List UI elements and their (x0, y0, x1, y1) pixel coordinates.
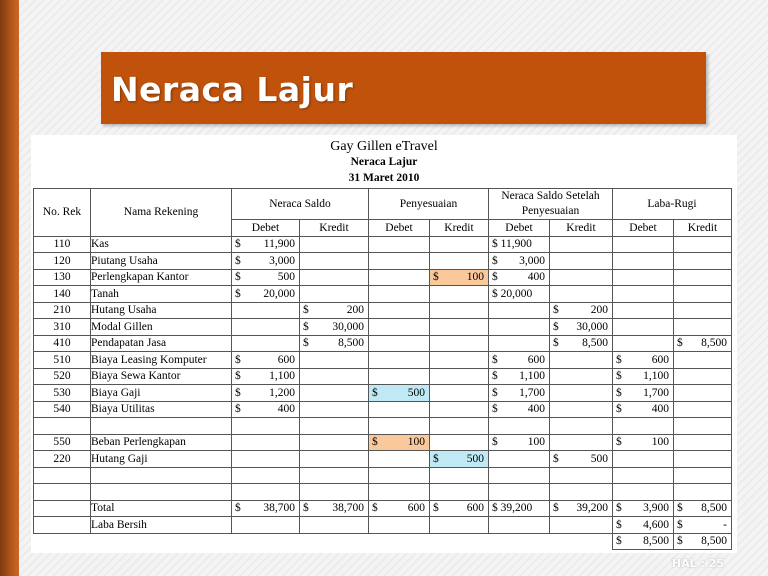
account-name: Tanah (91, 286, 232, 303)
ns-debet-cell (232, 335, 300, 352)
nss-kredit-cell (550, 434, 613, 451)
ns-kredit-cell (300, 451, 369, 468)
lr-kredit-final (674, 533, 732, 550)
table-row (34, 302, 732, 319)
adj-debet-cell-highlighted (369, 434, 430, 451)
amount: 600 (466, 502, 484, 515)
adj-kredit-cell (430, 302, 489, 319)
header-debet: Debet (489, 220, 550, 237)
account-number: 550 (34, 434, 91, 451)
amount: 3,900 (643, 502, 669, 515)
table-row (34, 319, 732, 336)
nss-debet-cell (489, 335, 550, 352)
currency-symbol: $ (235, 287, 241, 300)
amount: 600 (407, 502, 425, 515)
nss-debet-cell (489, 368, 550, 385)
header-nama-rekening: Nama Rekening (91, 189, 232, 237)
lr-debet-cell (613, 368, 674, 385)
currency-symbol: $ (677, 518, 683, 531)
adj-kredit-cell (430, 335, 489, 352)
adj-debet-cell (369, 302, 430, 319)
account-name: Hutang Usaha (91, 302, 232, 319)
currency-symbol: $ (492, 436, 498, 449)
amount: 38,700 (332, 502, 364, 515)
ns-debet-cell (232, 253, 300, 270)
ns-debet-cell (232, 286, 300, 303)
account-number: 540 (34, 401, 91, 418)
currency-symbol: $ (616, 502, 622, 515)
amount: 400 (527, 271, 545, 284)
adj-debet-cell (369, 352, 430, 369)
currency-symbol: $ (616, 535, 622, 548)
net-income-row (34, 517, 732, 534)
amount: 500 (466, 452, 484, 465)
currency-symbol: $ (553, 452, 559, 465)
amount: 100 (651, 436, 669, 449)
currency-symbol: $ (616, 403, 622, 416)
ns-debet-cell (232, 352, 300, 369)
amount: 39,200 (576, 502, 608, 515)
currency-symbol: $ (235, 370, 241, 383)
lr-debet-net-income (613, 517, 674, 534)
lr-debet-cell (613, 335, 674, 352)
adj-kredit-cell (430, 385, 489, 402)
slide-title: Neraca Lajur (111, 70, 354, 109)
adj-kredit-cell (430, 434, 489, 451)
header-row-main (34, 189, 732, 220)
lr-debet-cell (613, 286, 674, 303)
account-name: Kas (91, 236, 232, 253)
ns-kredit-cell (300, 236, 369, 253)
nss-kredit-cell (550, 253, 613, 270)
nss-kredit-cell (550, 269, 613, 286)
final-balance-row (34, 533, 732, 550)
nss-debet-cell (489, 434, 550, 451)
account-name: Pendapatan Jasa (91, 335, 232, 352)
worksheet-table (33, 188, 732, 550)
lr-kredit-cell (674, 302, 732, 319)
ns-kredit-cell (300, 401, 369, 418)
amount: 8,500 (701, 337, 727, 350)
nss-kredit-cell (550, 385, 613, 402)
ns-kredit-cell (300, 434, 369, 451)
nss-kredit-cell (550, 352, 613, 369)
lr-kredit-cell (674, 335, 732, 352)
amount: 500 (590, 452, 608, 465)
table-row-empty (34, 418, 732, 435)
nss-kredit-cell (550, 286, 613, 303)
amount: 8,500 (701, 502, 727, 515)
ns-debet-cell (232, 368, 300, 385)
ns-kredit-total (300, 500, 369, 517)
header-no-rek: No. Rek (34, 189, 91, 237)
amount: 1,200 (269, 386, 295, 399)
lr-kredit-cell (674, 368, 732, 385)
header-neraca-saldo-setelah: Neraca Saldo Setelah Penyesuaian (489, 189, 613, 220)
table-row (34, 401, 732, 418)
currency-symbol: $ (433, 452, 439, 465)
amount: 8,500 (338, 337, 364, 350)
lr-debet-cell (613, 401, 674, 418)
currency-symbol: $ (677, 502, 683, 515)
currency-symbol: $ (235, 386, 241, 399)
header-kredit: Kredit (550, 220, 613, 237)
total-label: Total (91, 500, 232, 517)
header-penyesuaian: Penyesuaian (369, 189, 489, 220)
amount: 3,000 (269, 254, 295, 267)
amount: 500 (277, 271, 295, 284)
net-income-label: Laba Bersih (91, 517, 232, 534)
ns-debet-cell (232, 236, 300, 253)
currency-symbol: $ (433, 502, 439, 515)
amount: 400 (651, 403, 669, 416)
amount: 200 (346, 304, 364, 317)
nss-debet-cell (489, 302, 550, 319)
amount: 400 (277, 403, 295, 416)
amount: 30,000 (576, 320, 608, 333)
adj-debet-cell-highlighted (369, 385, 430, 402)
adj-kredit-cell (430, 368, 489, 385)
table-row (34, 236, 732, 253)
ns-kredit-cell (300, 335, 369, 352)
lr-debet-cell (613, 352, 674, 369)
currency-symbol: $ (553, 320, 559, 333)
amount: - (723, 518, 727, 531)
ns-kredit-cell (300, 286, 369, 303)
adj-debet-total (369, 500, 430, 517)
left-accent-bar (0, 0, 19, 576)
currency-symbol: $ (372, 502, 378, 515)
header-laba-rugi: Laba-Rugi (613, 189, 732, 220)
lr-kredit-cell (674, 236, 732, 253)
currency-symbol: $ (372, 436, 378, 449)
account-number: 510 (34, 352, 91, 369)
account-name: Modal Gillen (91, 319, 232, 336)
lr-debet-cell (613, 269, 674, 286)
account-name: Piutang Usaha (91, 253, 232, 270)
lr-debet-cell (613, 236, 674, 253)
adj-kredit-cell (430, 352, 489, 369)
header-kredit: Kredit (674, 220, 732, 237)
currency-symbol: $ (303, 502, 309, 515)
worksheet-body (34, 236, 732, 550)
account-number: 410 (34, 335, 91, 352)
title-banner (101, 52, 706, 124)
adj-debet-cell (369, 401, 430, 418)
header-kredit: Kredit (430, 220, 489, 237)
currency-symbol: $ (235, 238, 241, 251)
nss-debet-cell (489, 253, 550, 270)
currency-symbol: $ (677, 337, 683, 350)
lr-debet-total (613, 500, 674, 517)
table-row (34, 434, 732, 451)
lr-kredit-net-income (674, 517, 732, 534)
lr-kredit-cell (674, 352, 732, 369)
currency-symbol: $ (492, 386, 498, 399)
account-number: 130 (34, 269, 91, 286)
currency-symbol: $ (553, 502, 559, 515)
amount: 8,500 (701, 535, 727, 548)
table-row (34, 352, 732, 369)
adj-kredit-cell (430, 236, 489, 253)
currency-symbol: $ (433, 271, 439, 284)
currency-symbol: $ (492, 370, 498, 383)
nss-debet-total (489, 500, 550, 517)
lr-debet-cell (613, 451, 674, 468)
nss-debet-cell (489, 286, 550, 303)
amount: 4,600 (643, 518, 669, 531)
lr-kredit-cell (674, 269, 732, 286)
nss-debet-cell (489, 385, 550, 402)
amount: 8,500 (582, 337, 608, 350)
nss-debet-cell (489, 352, 550, 369)
lr-kredit-cell (674, 401, 732, 418)
table-row-empty (34, 467, 732, 484)
ns-debet-cell (232, 319, 300, 336)
table-row (34, 253, 732, 270)
lr-debet-final (613, 533, 674, 550)
adj-debet-cell (369, 236, 430, 253)
nss-kredit-total (550, 500, 613, 517)
currency-symbol: $ (235, 403, 241, 416)
currency-symbol: $ (303, 337, 309, 350)
table-row (34, 286, 732, 303)
adj-debet-cell (369, 286, 430, 303)
account-number: 530 (34, 385, 91, 402)
table-row (34, 385, 732, 402)
table-row-empty (34, 484, 732, 501)
ns-kredit-cell (300, 302, 369, 319)
adj-debet-cell (369, 253, 430, 270)
document-date: 31 Maret 2010 (348, 172, 420, 184)
worksheet-image (31, 135, 737, 553)
amount: 100 (527, 436, 545, 449)
adj-kredit-cell (430, 286, 489, 303)
currency-symbol: $ (372, 386, 378, 399)
ns-debet-total (232, 500, 300, 517)
header-debet: Debet (369, 220, 430, 237)
currency-symbol: $ (235, 254, 241, 267)
currency-symbol: $ (553, 304, 559, 317)
currency-symbol: $ (616, 353, 622, 366)
ns-debet-cell (232, 401, 300, 418)
nss-debet-cell (489, 236, 550, 253)
company-name: Gay Gillen eTravel (330, 139, 438, 154)
amount: 20,000 (263, 287, 295, 300)
amount: 100 (466, 271, 484, 284)
ns-kredit-cell (300, 253, 369, 270)
lr-kredit-total (674, 500, 732, 517)
ns-kredit-cell (300, 269, 369, 286)
ns-debet-cell (232, 302, 300, 319)
account-number: 210 (34, 302, 91, 319)
amount: 400 (527, 403, 545, 416)
lr-debet-cell (613, 319, 674, 336)
nss-debet-cell (489, 269, 550, 286)
amount: 600 (651, 353, 669, 366)
nss-kredit-cell (550, 302, 613, 319)
amount: $ 39,200 (492, 502, 533, 515)
amount: 1,100 (269, 370, 295, 383)
ns-debet-cell (232, 385, 300, 402)
nss-kredit-cell (550, 335, 613, 352)
document-subtitle: Neraca Lajur (350, 156, 418, 168)
amount: $ 20,000 (492, 287, 533, 300)
amount: 1,100 (519, 370, 545, 383)
ns-debet-cell (232, 269, 300, 286)
nss-kredit-cell (550, 368, 613, 385)
ns-debet-cell (232, 451, 300, 468)
adj-debet-cell (369, 335, 430, 352)
amount: 8,500 (643, 535, 669, 548)
amount: 30,000 (332, 320, 364, 333)
header-neraca-saldo: Neraca Saldo (232, 189, 369, 220)
account-number (34, 500, 91, 517)
amount: 600 (527, 353, 545, 366)
lr-debet-cell (613, 253, 674, 270)
lr-debet-cell (613, 385, 674, 402)
currency-symbol: $ (616, 436, 622, 449)
lr-kredit-cell (674, 385, 732, 402)
nss-kredit-cell (550, 236, 613, 253)
adj-kredit-total (430, 500, 489, 517)
ns-kredit-cell (300, 319, 369, 336)
account-name: Beban Perlengkapan (91, 434, 232, 451)
account-number: 110 (34, 236, 91, 253)
currency-symbol: $ (235, 271, 241, 284)
account-number: 520 (34, 368, 91, 385)
account-number: 120 (34, 253, 91, 270)
currency-symbol: $ (303, 320, 309, 333)
nss-kredit-cell (550, 401, 613, 418)
currency-symbol: $ (616, 386, 622, 399)
amount: $ 11,900 (492, 238, 532, 251)
account-name: Biaya Leasing Komputer (91, 352, 232, 369)
currency-symbol: $ (492, 353, 498, 366)
currency-symbol: $ (616, 518, 622, 531)
account-name: Biaya Sewa Kantor (91, 368, 232, 385)
table-row (34, 451, 732, 468)
table-row (34, 335, 732, 352)
ns-kredit-cell (300, 385, 369, 402)
account-number: 140 (34, 286, 91, 303)
lr-kredit-cell (674, 253, 732, 270)
header-kredit: Kredit (300, 220, 369, 237)
account-number: 310 (34, 319, 91, 336)
nss-debet-cell (489, 401, 550, 418)
currency-symbol: $ (235, 353, 241, 366)
account-name: Biaya Gaji (91, 385, 232, 402)
adj-debet-cell (369, 451, 430, 468)
currency-symbol: $ (616, 370, 622, 383)
amount: 1,700 (519, 386, 545, 399)
account-name: Perlengkapan Kantor (91, 269, 232, 286)
lr-kredit-cell (674, 434, 732, 451)
adj-debet-cell (369, 319, 430, 336)
nss-kredit-cell (550, 319, 613, 336)
adj-kredit-cell-highlighted (430, 269, 489, 286)
amount: 1,100 (643, 370, 669, 383)
currency-symbol: $ (553, 337, 559, 350)
amount: 200 (590, 304, 608, 317)
amount: 38,700 (263, 502, 295, 515)
currency-symbol: $ (492, 271, 498, 284)
nss-kredit-cell (550, 451, 613, 468)
currency-symbol: $ (303, 304, 309, 317)
lr-kredit-cell (674, 451, 732, 468)
nss-debet-cell (489, 451, 550, 468)
total-row (34, 500, 732, 517)
adj-debet-cell (369, 368, 430, 385)
amount: 100 (407, 436, 425, 449)
ns-kredit-cell (300, 368, 369, 385)
account-name: Biaya Utilitas (91, 401, 232, 418)
ns-debet-cell (232, 434, 300, 451)
amount: 11,900 (263, 238, 295, 251)
amount: 3,000 (519, 254, 545, 267)
amount: 600 (277, 353, 295, 366)
adj-kredit-cell (430, 401, 489, 418)
currency-symbol: $ (492, 403, 498, 416)
ns-kredit-cell (300, 352, 369, 369)
lr-debet-cell (613, 434, 674, 451)
account-number: 220 (34, 451, 91, 468)
adj-kredit-cell-highlighted (430, 451, 489, 468)
amount: 500 (407, 386, 425, 399)
currency-symbol: $ (492, 254, 498, 267)
adj-kredit-cell (430, 253, 489, 270)
page-number: HAL : 25 (671, 557, 724, 570)
table-row (34, 269, 732, 286)
table-row (34, 368, 732, 385)
currency-symbol: $ (677, 535, 683, 548)
header-debet: Debet (232, 220, 300, 237)
header-debet: Debet (613, 220, 674, 237)
lr-kredit-cell (674, 286, 732, 303)
currency-symbol: $ (235, 502, 241, 515)
adj-debet-cell (369, 269, 430, 286)
lr-debet-cell (613, 302, 674, 319)
amount: 1,700 (643, 386, 669, 399)
nss-debet-cell (489, 319, 550, 336)
account-name: Hutang Gaji (91, 451, 232, 468)
adj-kredit-cell (430, 319, 489, 336)
lr-kredit-cell (674, 319, 732, 336)
